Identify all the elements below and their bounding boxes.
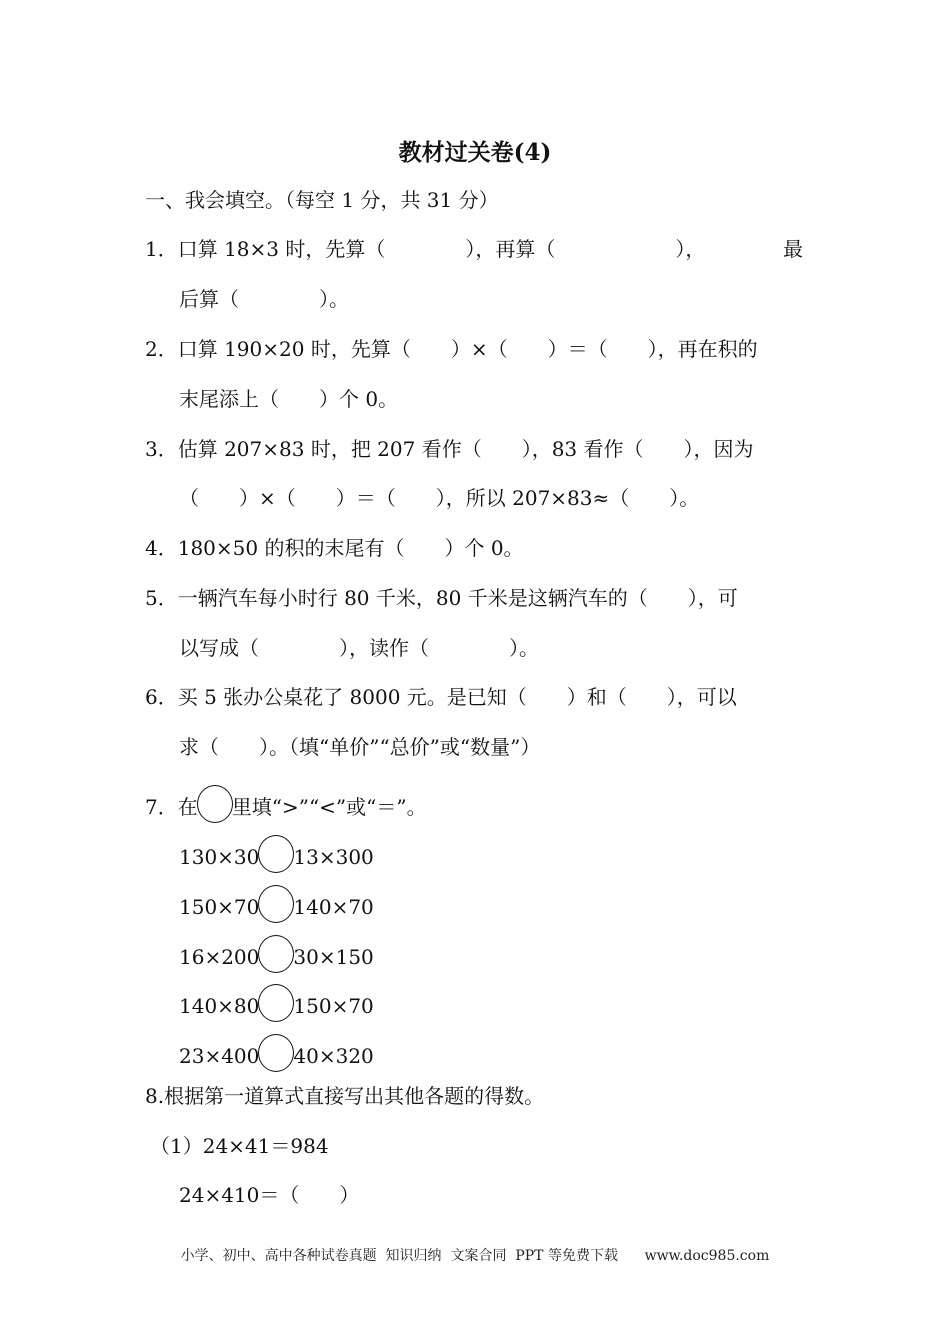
question-6-line-1: 6．买 5 张办公桌花了 8000 元。是已知（ ）和（ ），可以: [145, 685, 737, 709]
question-3-line-1: 3．估算 207×83 时，把 207 看作（ ），83 看作（ ），因为: [145, 437, 754, 461]
page-title: 教材过关卷(4): [398, 139, 552, 166]
compare-right: 150×70: [293, 994, 374, 1018]
compare-row: [179, 885, 374, 923]
circle-blank-icon: [197, 785, 233, 823]
compare-row: [179, 1034, 374, 1072]
question-5-line-1: 5．一辆汽车每小时行 80 千米，80 千米是这辆汽车的（ ），可: [145, 586, 738, 610]
compare-row: [179, 935, 374, 973]
question-7-suffix: 里填“>”“<”或“＝”。: [231, 795, 427, 819]
section-heading: 一、我会填空。（每空 1 分，共 31 分）: [145, 188, 499, 212]
compare-circle-input[interactable]: [258, 835, 294, 873]
question-8-heading: 8.根据第一道算式直接写出其他各题的得数。: [145, 1084, 545, 1108]
question-7-prefix: 7．在: [145, 795, 198, 819]
question-1-line-1: 1．口算 18×3 时，先算（ ），再算（ ），: [145, 237, 706, 261]
compare-left: 150×70: [179, 895, 260, 919]
compare-row: [179, 835, 374, 873]
question-1-line-1-end: 最: [783, 237, 803, 261]
compare-row: [179, 984, 374, 1022]
footer-text: 小学、初中、高中各种试卷真题 知识归纳 文案合同 PPT 等免费下载 www.doc985.com: [180, 1248, 770, 1264]
question-1-line-2: 后算（ ）。: [179, 287, 349, 311]
question-8-sub-1: （1）24×41＝984: [150, 1134, 329, 1158]
compare-right: 30×150: [293, 945, 374, 969]
question-4: 4．180×50 的积的末尾有（ ）个 0。: [145, 536, 524, 560]
compare-circle-input[interactable]: [258, 885, 294, 923]
compare-right: 40×320: [293, 1044, 374, 1068]
question-2-line-2: 末尾添上（ ）个 0。: [179, 387, 399, 411]
compare-circle-input[interactable]: [258, 1034, 294, 1072]
compare-right: 140×70: [293, 895, 374, 919]
question-5-line-2: 以写成（ ），读作（ ）。: [179, 636, 539, 660]
question-7-instruction: [145, 785, 427, 823]
compare-left: 23×400: [179, 1044, 260, 1068]
compare-circle-input[interactable]: [258, 935, 294, 973]
compare-right: 13×300: [293, 845, 374, 869]
question-8-sub-1a: 24×410＝（ ）: [179, 1183, 360, 1207]
compare-circle-input[interactable]: [258, 984, 294, 1022]
question-2-line-1: 2．口算 190×20 时，先算（ ）×（ ）＝（ ），再在积的: [145, 337, 758, 361]
compare-left: 130×30: [179, 845, 260, 869]
question-3-line-2: （ ）×（ ）＝（ ），所以 207×83≈（ ）。: [179, 486, 700, 510]
compare-left: 16×200: [179, 945, 260, 969]
compare-left: 140×80: [179, 994, 260, 1018]
question-6-line-2: 求（ ）。（填“单价”“总价”或“数量”）: [179, 735, 541, 759]
